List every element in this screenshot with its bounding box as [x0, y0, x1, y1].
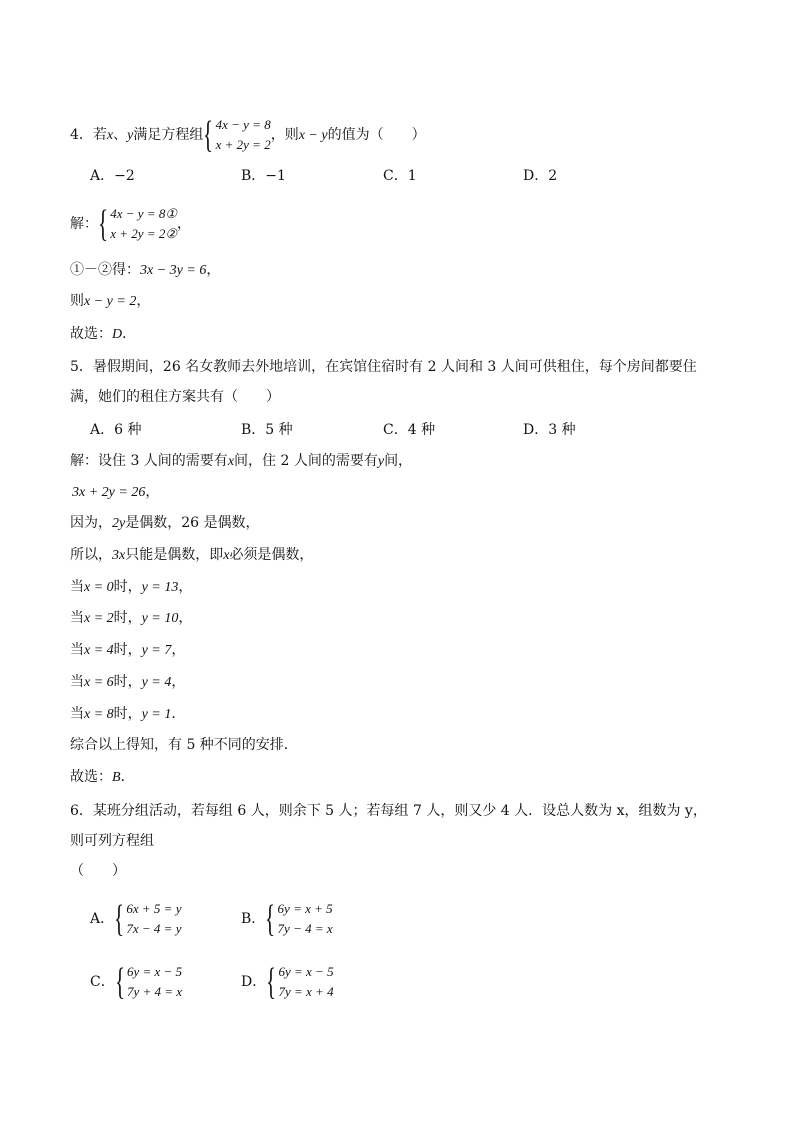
equation: x + 2y = 2 [215, 137, 271, 152]
q4-option-d: D．2 [523, 168, 558, 184]
q6-option-d [241, 962, 334, 1002]
option-equation-system [115, 962, 182, 1002]
q4-stem-text: 4．若 [70, 127, 107, 143]
q5-summary: 综合以上得知，有 5 种不同的安排． [70, 737, 298, 753]
q5-because: 因为，2y是偶数，26 是偶数， [70, 515, 260, 531]
q4-stem-text: 的值为（ ） [327, 127, 426, 143]
brace-symbol: { [98, 203, 109, 245]
q5-equation: 3x + 2y = 26， [72, 484, 160, 500]
equation: 7x − 4 = y [126, 921, 182, 936]
brace-symbol: { [265, 898, 276, 940]
q4-stem-text: 满足方程组 [133, 127, 204, 143]
punct: ， [177, 216, 191, 232]
option-label: A． [90, 911, 115, 927]
q4-equation-system [203, 115, 270, 155]
q4-option-a: A．−2 [90, 168, 135, 184]
equation: 7y + 4 = x [126, 984, 183, 999]
q6-option-a [90, 899, 181, 939]
option-equation-system [114, 899, 181, 939]
equation: x + 2y = 2② [110, 226, 177, 241]
q4-solution-equations [98, 204, 177, 244]
q6-option-b [241, 899, 333, 939]
q5-answer: 故选：B． [70, 769, 135, 785]
option-label: D． [241, 974, 267, 990]
q5-case: 当x = 6时，y = 4， [70, 674, 186, 690]
q5-so: 所以，3x只能是偶数，即x必须是偶数， [70, 547, 314, 563]
q4-answer: 故选：D． [70, 326, 137, 342]
q4-option-b: B．−1 [241, 168, 286, 184]
equation: 7y = x + 4 [278, 984, 334, 999]
solution-prefix: 解： [70, 216, 98, 232]
equation: 4x − y = 8① [110, 206, 177, 221]
q5-case: 当x = 8时，y = 1． [70, 706, 186, 722]
equation: 4x − y = 8 [215, 117, 271, 132]
option-equation-system [266, 962, 333, 1002]
q6-paren: （ ） [70, 863, 126, 879]
option-equation-system [265, 899, 332, 939]
math-var: y [127, 128, 134, 143]
q5-stem: 5．暑假期间，26 名女教师去外地培训，在宾馆住宿时有 2 人间和 3 人间可供租住，每个房间都要住满，她们的租住方案共有（ ） [70, 359, 697, 405]
q5-case: 当x = 2时，y = 10， [70, 610, 193, 626]
q4-step-2: 则x − y = 2， [70, 293, 151, 309]
brace-symbol: { [203, 114, 214, 156]
q5-option-d: D．3 种 [523, 422, 576, 438]
q6-stem: 6．某班分组活动，若每组 6 人，则余下 5 人；若每组 7 人，则又少 4 人．设总人数为 x，组数为 y，则可列方程组 [70, 803, 707, 849]
q4-solution-system [70, 204, 191, 244]
q4-stem-text: ，则 [270, 127, 299, 143]
equation: 6x + 5 = y [126, 901, 182, 916]
q4-option-c: C．1 [383, 168, 417, 184]
brace-symbol: { [114, 898, 125, 940]
math-var: x [106, 128, 114, 143]
math-expr: x − y [298, 128, 328, 143]
q5-option-a: A．6 种 [90, 422, 142, 438]
equation: 6y = x − 5 [278, 964, 334, 979]
q4-stem [70, 115, 426, 155]
option-label: C． [90, 974, 115, 990]
brace-symbol: { [266, 961, 277, 1003]
q5-option-b: B．5 种 [241, 422, 293, 438]
equation: 7y − 4 = x [277, 921, 333, 936]
equation: 6y = x − 5 [126, 964, 183, 979]
option-label: B． [241, 911, 266, 927]
equation: 6y = x + 5 [277, 901, 333, 916]
q5-solution-intro: 解：设住 3 人间的需要有x间，住 2 人间的需要有y间， [70, 453, 413, 469]
q5-case: 当x = 4时，y = 7， [70, 642, 186, 658]
q5-case: 当x = 0时，y = 13， [70, 579, 193, 595]
q6-option-c [90, 962, 182, 1002]
q4-step-1: ①－②得：3x − 3y = 6， [70, 262, 221, 278]
q4-stem-text: 、 [113, 127, 128, 143]
brace-symbol: { [114, 961, 125, 1003]
q5-option-c: C．4 种 [383, 422, 436, 438]
